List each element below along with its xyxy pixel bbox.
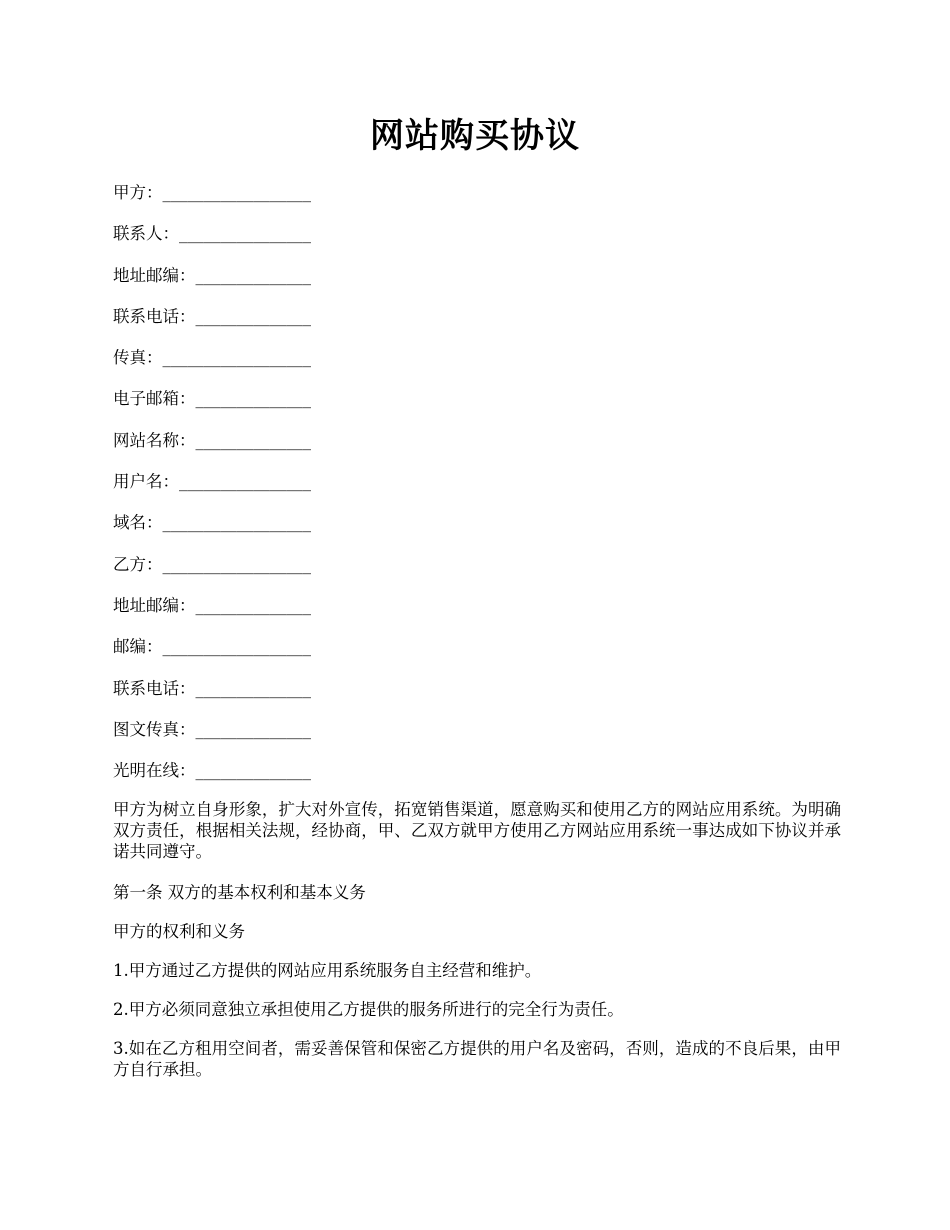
clause-paragraph: 2.甲方必须同意独立承担使用乙方提供的服务所进行的完全行为责任。 — [113, 1000, 624, 1019]
field-email — [113, 386, 513, 427]
field-label: 联系电话： — [113, 678, 196, 698]
document-title: 网站购买协议 — [370, 116, 580, 156]
field-label: 网站名称： — [113, 430, 196, 450]
field-label: 光明在线： — [113, 761, 196, 781]
field-postcode — [113, 634, 513, 675]
field-blank: ______________ — [195, 265, 311, 285]
field-label: 地址邮编： — [113, 265, 196, 285]
field-website-name — [113, 428, 513, 469]
field-label: 域名： — [113, 513, 163, 533]
field-domain — [113, 510, 513, 551]
field-label: 联系人： — [113, 224, 179, 244]
field-blank: __________________ — [162, 183, 311, 202]
article-heading: 第一条 双方的基本权利和基本义务 — [113, 883, 366, 902]
field-address-postcode-a — [113, 263, 513, 304]
field-party-b — [113, 552, 513, 593]
field-label: 甲方： — [113, 183, 163, 202]
clause-paragraph: 3.如在乙方租用空间者，需妥善保管和保密乙方提供的用户名及密码，否则，造成的不良后果，由甲方自行承担。 — [113, 1039, 841, 1079]
field-blank: ______________ — [195, 595, 311, 615]
field-blank: ______________ — [195, 389, 311, 409]
field-guangming-online — [113, 758, 513, 799]
field-label: 用户名： — [113, 472, 179, 492]
field-blank: ______________ — [195, 306, 311, 326]
section-heading: 甲方的权利和义务 — [113, 922, 245, 941]
field-blank: ______________ — [195, 678, 311, 698]
field-phone-b — [113, 676, 513, 717]
field-blank: ______________ — [195, 430, 311, 450]
field-party-a — [113, 180, 513, 221]
field-phone-a — [113, 304, 513, 345]
field-label: 联系电话： — [113, 306, 196, 326]
field-label: 图文传真： — [113, 719, 196, 739]
field-address-postcode-b — [113, 593, 513, 634]
field-image-fax — [113, 717, 513, 758]
field-label: 传真： — [113, 348, 163, 368]
field-blank: ______________ — [195, 761, 311, 781]
field-username — [113, 469, 513, 510]
field-label: 地址邮编： — [113, 595, 196, 615]
field-contact-person — [113, 221, 513, 262]
field-blank: __________________ — [162, 513, 311, 533]
contact-fields — [113, 180, 513, 799]
field-blank: __________________ — [162, 348, 311, 368]
field-blank: __________________ — [162, 637, 311, 657]
field-fax — [113, 345, 513, 386]
clause-paragraph: 1.甲方通过乙方提供的网站应用系统服务自主经营和维护。 — [113, 961, 542, 980]
field-label: 乙方： — [113, 554, 163, 574]
field-blank: ________________ — [179, 472, 311, 492]
field-blank: __________________ — [162, 554, 311, 574]
field-label: 电子邮箱： — [113, 389, 196, 409]
field-blank: ________________ — [179, 224, 311, 244]
intro-paragraph: 甲方为树立自身形象，扩大对外宣传，拓宽销售渠道，愿意购买和使用乙方的网站应用系统。为明确双方责任，根据相关法规，经协商，甲、乙双方就甲方使用乙方网站应用系统一事达成如下协议并承诺共同遵守。 — [113, 800, 841, 861]
agreement-body — [113, 799, 841, 1098]
field-blank: ______________ — [195, 719, 311, 739]
field-label: 邮编： — [113, 637, 163, 657]
